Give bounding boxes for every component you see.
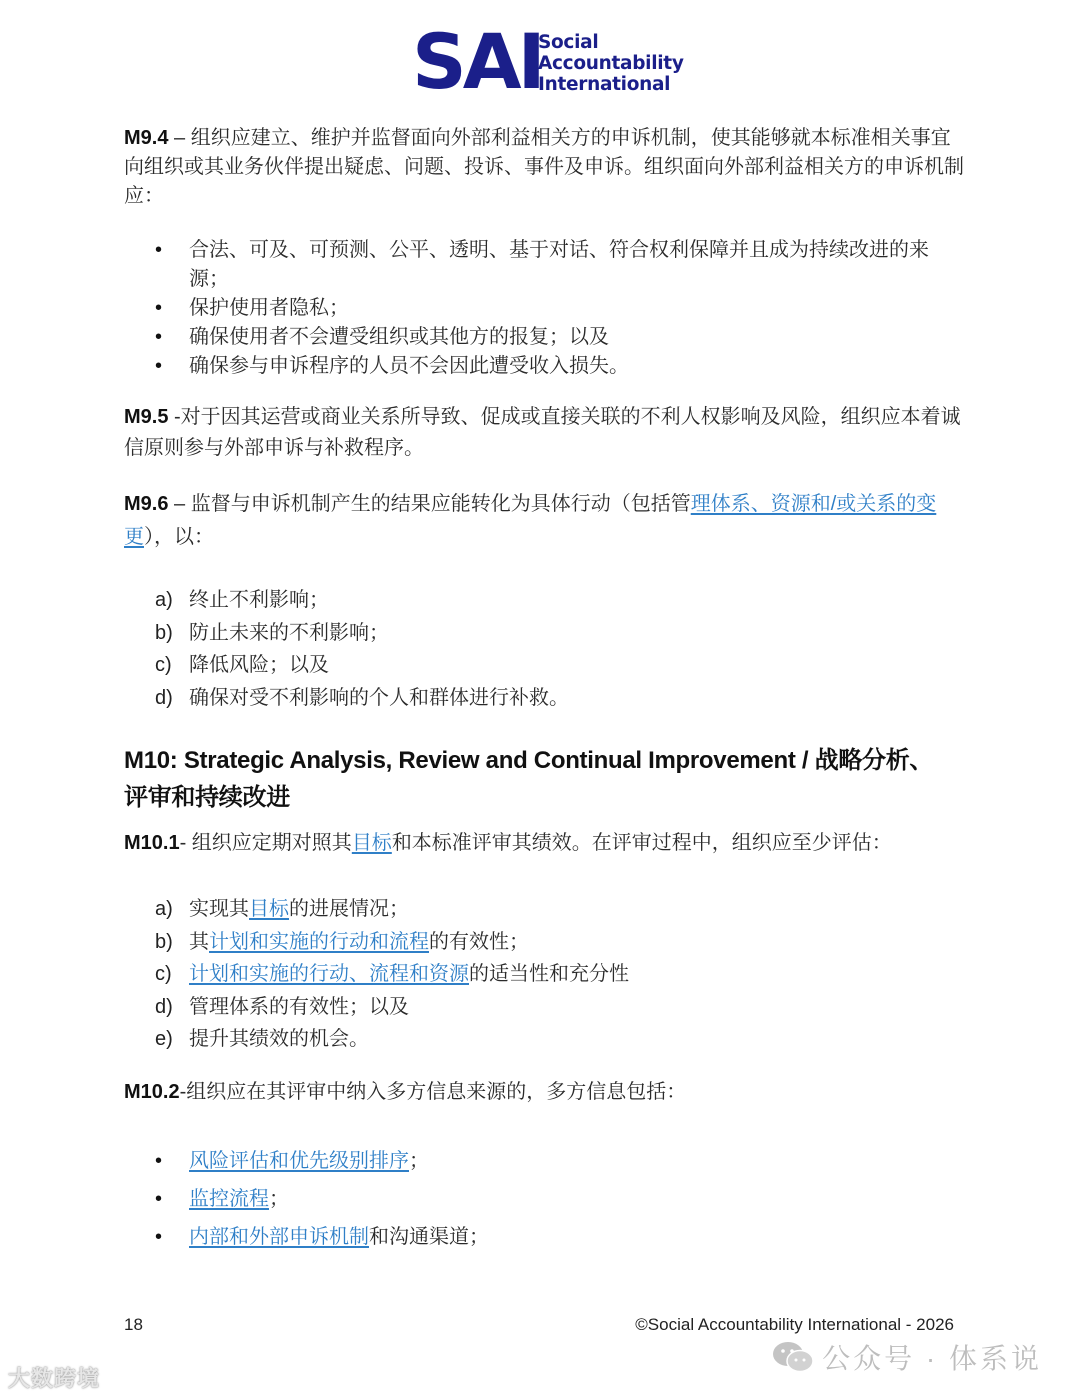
glossary-link[interactable]: 目标 bbox=[351, 832, 392, 854]
glossary-link[interactable]: 内部和外部申诉机制 bbox=[189, 1226, 369, 1248]
m10-2-bullet-list bbox=[155, 1142, 965, 1256]
list-item: • 确保参与申诉程序的人员不会因此遭受收入损失。 bbox=[155, 352, 965, 381]
clause-id: M9.5 bbox=[124, 406, 169, 428]
glossary-link[interactable]: 目标 bbox=[249, 898, 289, 920]
glossary-link[interactable]: 理体系、资源和/或关系的变更 bbox=[124, 493, 937, 548]
list-item: e) 提升其绩效的机会。 bbox=[155, 1028, 369, 1050]
clause-m10-1 bbox=[124, 829, 964, 858]
clause-text: -组织应在其评审中纳入多方信息来源的，多方信息包括： bbox=[179, 1081, 687, 1103]
clause-m10-2 bbox=[124, 1078, 964, 1107]
list-item: a) 实现其目标的进展情况； bbox=[155, 898, 409, 920]
clause-text: – 组织应建立、维护并监督面向外部利益相关方的申诉机制，使其能够就本标准相关事宜向组织或其业务伙伴提出疑虑、问题、投诉、事件及申诉。组织面向外部利益相关方的申诉机制应： bbox=[124, 127, 964, 207]
glossary-link[interactable]: 计划和实施的行动和流程 bbox=[209, 930, 429, 953]
wechat-icon bbox=[772, 1339, 814, 1375]
m10-1-lettered-list bbox=[155, 895, 965, 1058]
list-item: c) 计划和实施的行动、流程和资源的适当性和充分性 bbox=[155, 963, 629, 985]
list-item: • 风险评估和优先级别排序； bbox=[155, 1142, 965, 1180]
list-item: b) 其计划和实施的行动和流程的有效性； bbox=[155, 930, 529, 953]
logo-wordmark bbox=[538, 32, 684, 95]
list-item: c) 降低风险；以及 bbox=[155, 654, 329, 676]
watermark-right-text: 公众号 · 体系说 bbox=[822, 1343, 1042, 1374]
clause-text: ），以： bbox=[144, 526, 214, 548]
list-item: d) 确保对受不利影响的个人和群体进行补救。 bbox=[155, 686, 569, 709]
logo-line-3: International bbox=[538, 74, 671, 95]
clause-id: M9.6 bbox=[124, 493, 169, 515]
watermark-right bbox=[772, 1337, 1042, 1377]
clause-m9-5 bbox=[124, 402, 964, 464]
list-item: b) 防止未来的不利影响； bbox=[155, 621, 389, 644]
page-number: 18 bbox=[124, 1315, 143, 1334]
m9-6-lettered-list bbox=[155, 586, 965, 716]
list-item: • 合法、可及、可预测、公平、透明、基于对话、符合权利保障并且成为持续改进的来源； bbox=[155, 236, 965, 294]
logo-line-2: Accountability bbox=[538, 53, 684, 74]
clause-id: M10.1 bbox=[124, 832, 180, 854]
sai-logo bbox=[412, 17, 684, 106]
glossary-link[interactable]: 风险评估和优先级别排序 bbox=[189, 1150, 409, 1172]
list-item: • 确保使用者不会遭受组织或其他方的报复；以及 bbox=[155, 323, 965, 352]
clause-text: - 组织应定期对照其 bbox=[179, 832, 352, 854]
clause-text: – 监督与申诉机制产生的结果应能转化为具体行动（包括管 bbox=[168, 493, 691, 515]
list-item: • 内部和外部申诉机制和沟通渠道； bbox=[155, 1218, 965, 1256]
clause-id: M10.2 bbox=[124, 1081, 180, 1103]
logo-mark: SAI bbox=[412, 17, 542, 106]
m9-4-bullet-list bbox=[155, 236, 965, 381]
glossary-link[interactable]: 监控流程 bbox=[189, 1188, 269, 1210]
watermark-left: 大数跨境 bbox=[8, 1366, 101, 1391]
clause-text: 和本标准评审其绩效。在评审过程中，组织应至少评估： bbox=[391, 832, 892, 854]
clause-m9-4 bbox=[124, 124, 964, 211]
list-item: a) 终止不利影响； bbox=[155, 589, 329, 611]
clause-m9-6 bbox=[124, 488, 964, 554]
section-heading-m10: M10: Strategic Analysis, Review and Continual Improvement / 战略分析、评审和持续改进 bbox=[124, 747, 934, 811]
logo-line-1: Social bbox=[538, 32, 599, 53]
glossary-link[interactable]: 计划和实施的行动、流程和资源 bbox=[189, 963, 469, 985]
list-item: d) 管理体系的有效性；以及 bbox=[155, 995, 409, 1018]
copyright-notice: ©Social Accountability International - 2026 bbox=[635, 1315, 954, 1334]
clause-id: M9.4 bbox=[124, 127, 169, 149]
clause-text: -对于因其运营或商业关系所导致、促成或直接关联的不利人权影响及风险，组织应本着诚信原则参与外部申诉与补救程序。 bbox=[124, 406, 961, 459]
list-item: • 保护使用者隐私； bbox=[155, 294, 965, 323]
list-item: • 监控流程； bbox=[155, 1180, 965, 1218]
